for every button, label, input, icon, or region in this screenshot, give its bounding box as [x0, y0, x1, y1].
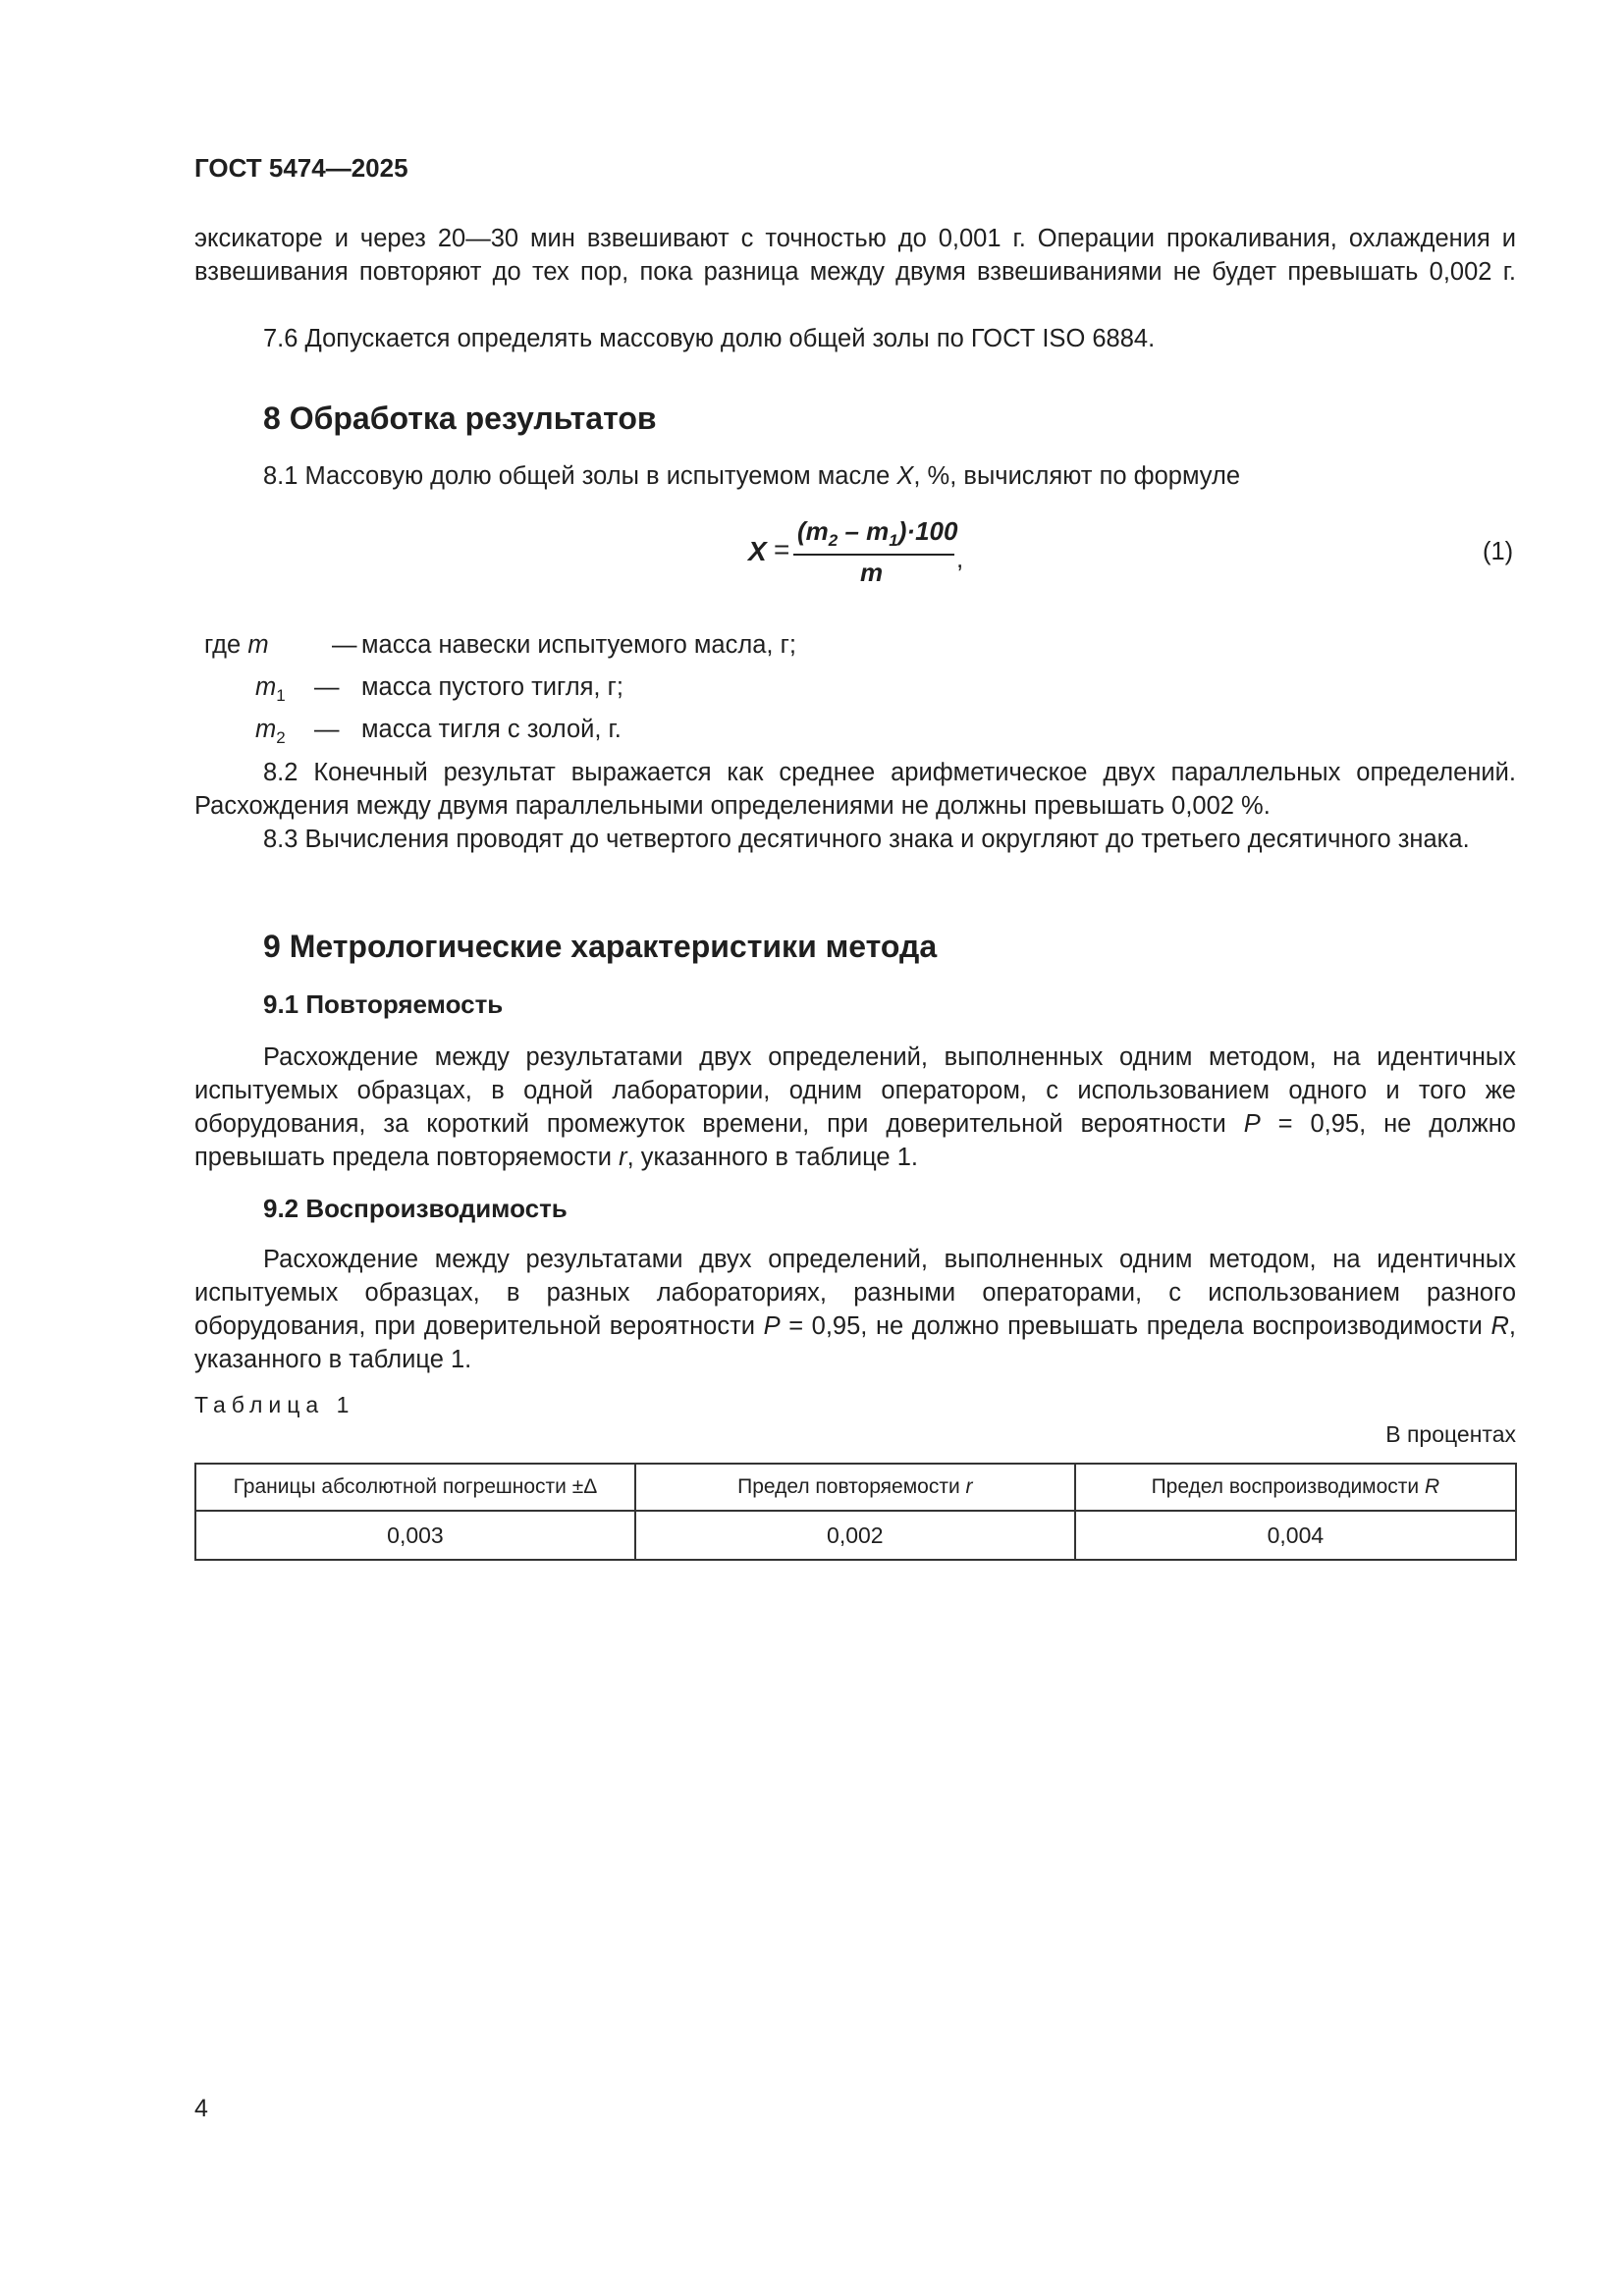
table-header-cell: Границы абсолютной погрешности ±Δ [195, 1464, 635, 1511]
table-caption: Таблица 1 [194, 1392, 355, 1417]
document-header: ГОСТ 5474—2025 [194, 153, 408, 183]
where-desc: масса тигля с золой, г. [361, 716, 622, 743]
where-desc: масса пустого тигля, г; [361, 673, 623, 701]
where-dash: — [332, 631, 357, 659]
formula-1 [748, 514, 984, 587]
table-cell: 0,002 [635, 1511, 1075, 1560]
subsection-9-1-title: 9.1 Повторяемость [263, 989, 504, 1019]
table-cell: 0,003 [195, 1511, 635, 1560]
table-1 [194, 1463, 1517, 1561]
formula-denominator: m [860, 558, 884, 587]
formula-equals: = [774, 534, 790, 564]
where-dash: — [314, 673, 340, 701]
paragraph-8-3: 8.3 Вычисления проводят до четвертого десятичного знака и округляют до третьего десятичного знака. [263, 826, 1470, 853]
where-line: где m [204, 631, 269, 659]
where-dash: — [314, 716, 340, 743]
formula-number: (1) [1483, 538, 1514, 565]
formula-numerator: $(m_2 - m_1)\cdot 100$ [797, 516, 958, 551]
table-unit: В процентах [1385, 1421, 1516, 1447]
formula-comma: , [956, 544, 964, 573]
where-desc: масса навески испытуемого масла, г; [361, 631, 796, 659]
page-number: 4 [194, 2095, 208, 2122]
table-cell: 0,004 [1075, 1511, 1516, 1560]
paragraph-9-1: Расхождение между результатами двух определений, выполненных одним методом, на идентичных испытуемых образцах, в одной лаборатории, одним оператором, с использованием одного и того же оборудования, за короткий промежуток времени, при доверительной вероятности P = 0,95, не должно превышать предела повторяемости r, указанного в таблице 1. [194, 1043, 1516, 1171]
fraction-bar [793, 554, 954, 556]
section-8-title: 8 Обработка результатов [263, 400, 657, 436]
paragraph-7-6: 7.6 Допускается определять массовую долю общей золы по ГОСТ ISO 6884. [263, 325, 1156, 352]
table-row [195, 1511, 1516, 1560]
table-header-cell: Предел воспроизводимости R [1075, 1464, 1516, 1511]
paragraph-8-1: 8.1 Массовую долю общей золы в испытуемом масле X, %, вычисляют по формуле [263, 462, 1241, 490]
intro-paragraph: эксикаторе и через 20—30 мин взвешивают с точностью до 0,001 г. Операции прокаливания, охлаждения и взвешивания повторяют до тех пор, пока разница между двумя взвешиваниями не будет превышать 0,002 г. [194, 225, 1516, 286]
formula-lhs: X [748, 536, 767, 566]
paragraph-8-2: 8.2 Конечный результат выражается как среднее арифметическое двух параллельных определений. Расхождения между двумя параллельными определениями не должны превышать 0,002 %. [194, 759, 1516, 820]
where-line: $m_2$ [255, 716, 286, 748]
where-line: $m_1$ [255, 673, 286, 706]
paragraph-9-2: Расхождение между результатами двух определений, выполненных одним методом, на идентичных испытуемых образцах, в разных лабораториях, разными операторами, с использованием разного оборудования, при доверительной вероятности P = 0,95, не должно превышать предела воспроизводимости R, указанного в таблице 1. [194, 1246, 1516, 1373]
section-9-title: 9 Метрологические характеристики метода [263, 929, 938, 964]
subsection-9-2-title: 9.2 Воспроизводимость [263, 1194, 568, 1223]
table-header-cell: Предел повторяемости r [635, 1464, 1075, 1511]
table-header-row [195, 1464, 1516, 1511]
